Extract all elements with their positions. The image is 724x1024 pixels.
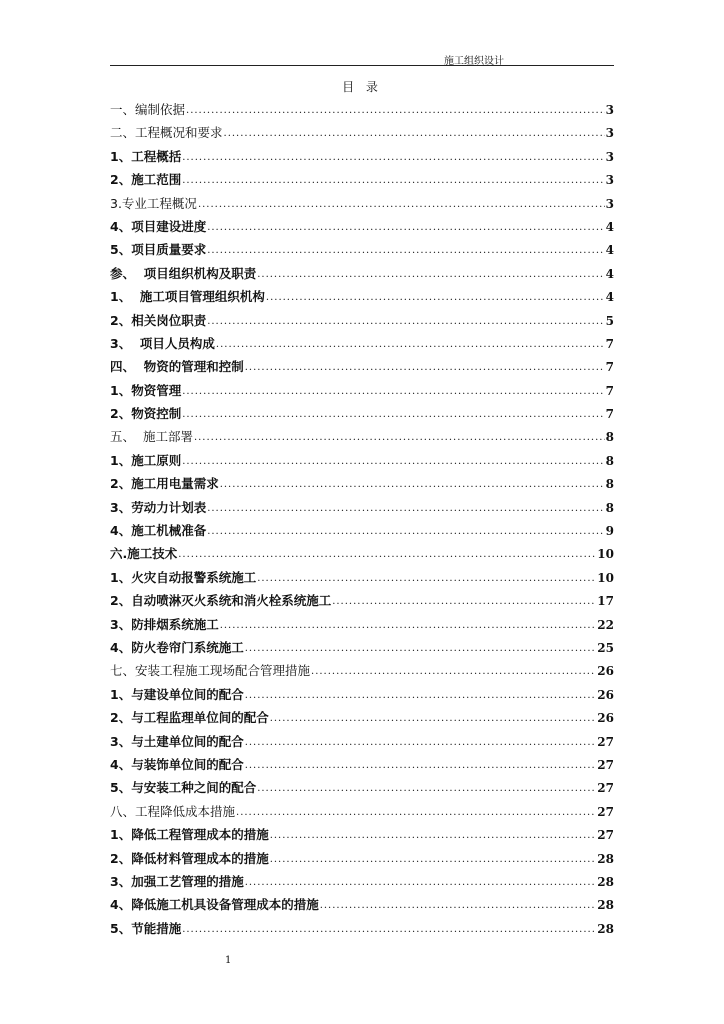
toc-dot-leader xyxy=(182,403,604,426)
toc-entry-label: 4、防火卷帘门系统施工 xyxy=(110,639,244,655)
toc-dot-leader xyxy=(270,848,597,871)
toc-dot-leader xyxy=(207,310,604,333)
toc-entry-1[interactable] xyxy=(110,98,614,121)
toc-entry-label: 2、施工用电量需求 xyxy=(110,476,219,492)
toc-dot-leader xyxy=(245,684,597,707)
toc-entry-9[interactable] xyxy=(110,285,614,308)
toc-entry-page: 3 xyxy=(605,173,614,188)
page-header-title: 施工组织设计 xyxy=(444,56,504,67)
toc-entry-label: 5、项目质量要求 xyxy=(110,242,207,258)
toc-entry-page: 22 xyxy=(597,617,614,632)
toc-dot-leader xyxy=(257,263,604,286)
toc-dot-leader xyxy=(270,824,597,847)
toc-entry-label: 2、相关岗位职责 xyxy=(110,312,207,328)
toc-entry-page: 17 xyxy=(597,594,614,609)
toc-entry-page: 8 xyxy=(605,477,614,492)
toc-entry-7[interactable] xyxy=(110,238,614,261)
toc-entry-label: 2、施工范围 xyxy=(110,172,182,188)
toc-entry-label: 2、降低材料管理成本的措施 xyxy=(110,850,269,866)
toc-entry-page: 28 xyxy=(597,874,614,889)
toc-entry-25[interactable] xyxy=(110,659,614,682)
toc-entry-36[interactable] xyxy=(110,917,614,940)
toc-dot-leader xyxy=(182,380,604,403)
toc-entry-19[interactable] xyxy=(110,519,614,542)
toc-dot-leader xyxy=(194,426,605,449)
toc-entry-page: 8 xyxy=(605,500,614,515)
toc-entry-page: 25 xyxy=(597,640,614,655)
toc-entry-21[interactable] xyxy=(110,566,614,589)
toc-entry-label: 3、加强工艺管理的措施 xyxy=(110,873,244,889)
toc-entry-page: 27 xyxy=(597,757,614,772)
toc-dot-leader xyxy=(245,356,605,379)
toc-entry-label: 5、节能措施 xyxy=(110,920,182,936)
toc-dot-leader xyxy=(257,777,596,800)
toc-dot-leader xyxy=(270,707,597,730)
toc-entry-label: 3、劳动力计划表 xyxy=(110,499,207,515)
toc-entry-page: 4 xyxy=(605,290,614,305)
toc-entry-29[interactable] xyxy=(110,753,614,776)
toc-entry-page: 3 xyxy=(605,126,614,141)
toc-entry-label: 七、安装工程施工现场配合管理措施 xyxy=(110,663,311,679)
toc-entry-page: 26 xyxy=(597,664,614,679)
toc-entry-page: 28 xyxy=(597,898,614,913)
toc-entry-31[interactable] xyxy=(110,800,614,823)
toc-entry-page: 7 xyxy=(605,336,614,351)
toc-entry-5[interactable] xyxy=(110,192,614,215)
toc-dot-leader xyxy=(207,520,604,543)
toc-entry-label: 1、物资管理 xyxy=(110,382,182,398)
toc-entry-35[interactable] xyxy=(110,893,614,916)
toc-dot-leader xyxy=(182,169,604,192)
toc-entry-23[interactable] xyxy=(110,613,614,636)
toc-dot-leader xyxy=(245,754,597,777)
toc-entry-28[interactable] xyxy=(110,730,614,753)
toc-dot-leader xyxy=(332,590,596,613)
toc-entry-10[interactable] xyxy=(110,309,614,332)
toc-entry-page: 28 xyxy=(597,851,614,866)
toc-entry-12[interactable] xyxy=(110,355,614,378)
toc-entry-label: 六.施工技术 xyxy=(110,546,178,562)
toc-dot-leader xyxy=(182,146,604,169)
toc-entry-18[interactable] xyxy=(110,496,614,519)
toc-entry-label: 4、项目建设进度 xyxy=(110,218,207,234)
toc-entry-page: 8 xyxy=(605,430,614,445)
toc-entry-22[interactable] xyxy=(110,589,614,612)
toc-dot-leader xyxy=(207,239,604,262)
toc-entry-label: 5、与安装工种之间的配合 xyxy=(110,780,257,796)
toc-entry-page: 8 xyxy=(605,453,614,468)
toc-entry-page: 26 xyxy=(597,687,614,702)
toc-entry-label: 4、与装饰单位间的配合 xyxy=(110,756,244,772)
toc-entry-4[interactable] xyxy=(110,168,614,191)
toc-dot-leader xyxy=(182,918,596,941)
toc-entry-page: 3 xyxy=(605,149,614,164)
toc-entry-33[interactable] xyxy=(110,847,614,870)
toc-entry-page: 28 xyxy=(597,921,614,936)
toc-dot-leader xyxy=(245,637,597,660)
toc-dot-leader xyxy=(207,497,604,520)
toc-dot-leader xyxy=(182,450,604,473)
toc-entry-3[interactable] xyxy=(110,145,614,168)
toc-entry-label: 1、降低工程管理成本的措施 xyxy=(110,827,269,843)
toc-entry-label: 4、施工机械准备 xyxy=(110,523,207,539)
toc-dot-leader xyxy=(186,99,605,122)
toc-entry-label: 1、工程概括 xyxy=(110,148,182,164)
toc-dot-leader xyxy=(198,193,605,216)
toc-entry-13[interactable] xyxy=(110,379,614,402)
toc-entry-page: 5 xyxy=(605,313,614,328)
toc-entry-32[interactable] xyxy=(110,823,614,846)
toc-entry-page: 4 xyxy=(605,243,614,258)
toc-dot-leader xyxy=(220,614,597,637)
toc-dot-leader xyxy=(257,567,596,590)
toc-entry-page: 26 xyxy=(597,711,614,726)
toc-dot-leader xyxy=(236,801,596,824)
toc-entry-24[interactable] xyxy=(110,636,614,659)
toc-entry-page: 9 xyxy=(605,524,614,539)
header-rule xyxy=(110,65,614,66)
toc-dot-leader xyxy=(266,286,605,309)
toc-title: 目 录 xyxy=(342,80,382,94)
toc-entry-page: 7 xyxy=(605,360,614,375)
toc-entry-17[interactable] xyxy=(110,472,614,495)
toc-entry-27[interactable] xyxy=(110,706,614,729)
toc-entry-label: 3、 项目人员构成 xyxy=(110,335,215,351)
toc-dot-leader xyxy=(207,216,604,239)
toc-entry-label: 2、物资控制 xyxy=(110,406,182,422)
toc-entry-label: 3、防排烟系统施工 xyxy=(110,616,219,632)
toc-entry-label: 3、与土建单位间的配合 xyxy=(110,733,244,749)
toc-entry-8[interactable] xyxy=(110,262,614,285)
toc-entry-20[interactable] xyxy=(110,542,614,565)
toc-entry-2[interactable] xyxy=(110,121,614,144)
toc-entry-page: 27 xyxy=(597,804,614,819)
toc-dot-leader xyxy=(220,473,605,496)
toc-entry-label: 四、 物资的管理和控制 xyxy=(110,359,244,375)
toc-entry-label: 1、与建设单位间的配合 xyxy=(110,686,244,702)
toc-dot-leader xyxy=(224,122,605,145)
toc-entry-label: 二、工程概况和要求 xyxy=(110,125,223,141)
toc-entry-label: 2、与工程监理单位间的配合 xyxy=(110,710,269,726)
toc-dot-leader xyxy=(178,543,596,566)
toc-entry-6[interactable] xyxy=(110,215,614,238)
toc-entry-label: 五、 施工部署 xyxy=(110,429,193,445)
toc-entry-page: 3 xyxy=(605,196,614,211)
toc-entry-page: 7 xyxy=(605,383,614,398)
page-number: 1 xyxy=(225,955,232,966)
toc-entry-page: 7 xyxy=(605,407,614,422)
toc-entry-page: 27 xyxy=(597,781,614,796)
toc-entry-30[interactable] xyxy=(110,776,614,799)
table-of-contents xyxy=(110,98,614,940)
toc-entry-34[interactable] xyxy=(110,870,614,893)
toc-entry-page: 4 xyxy=(605,219,614,234)
toc-entry-label: 2、自动喷淋灭火系统和消火栓系统施工 xyxy=(110,593,332,609)
toc-entry-label: 一、编制依据 xyxy=(110,102,186,117)
toc-entry-page: 10 xyxy=(597,547,614,562)
toc-entry-label: 3.专业工程概况 xyxy=(110,195,197,211)
toc-entry-label: 1、施工原则 xyxy=(110,452,182,468)
toc-dot-leader xyxy=(245,731,597,754)
toc-entry-11[interactable] xyxy=(110,332,614,355)
toc-dot-leader xyxy=(311,660,596,683)
toc-entry-page: 3 xyxy=(605,103,614,117)
toc-entry-page: 4 xyxy=(605,266,614,281)
toc-entry-label: 4、降低施工机具设备管理成本的措施 xyxy=(110,897,319,913)
toc-entry-15[interactable] xyxy=(110,425,614,448)
toc-entry-page: 27 xyxy=(597,734,614,749)
toc-entry-26[interactable] xyxy=(110,683,614,706)
toc-dot-leader xyxy=(320,894,597,917)
toc-dot-leader xyxy=(245,871,597,894)
toc-entry-page: 27 xyxy=(597,828,614,843)
toc-entry-16[interactable] xyxy=(110,449,614,472)
toc-entry-14[interactable] xyxy=(110,402,614,425)
toc-entry-label: 1、 施工项目管理组织机构 xyxy=(110,289,265,305)
toc-dot-leader xyxy=(216,333,605,356)
toc-entry-label: 八、工程降低成本措施 xyxy=(110,803,236,819)
toc-entry-label: 1、火灾自动报警系统施工 xyxy=(110,569,257,585)
toc-entry-page: 10 xyxy=(597,570,614,585)
toc-entry-label: 参、 项目组织机构及职责 xyxy=(110,265,257,281)
